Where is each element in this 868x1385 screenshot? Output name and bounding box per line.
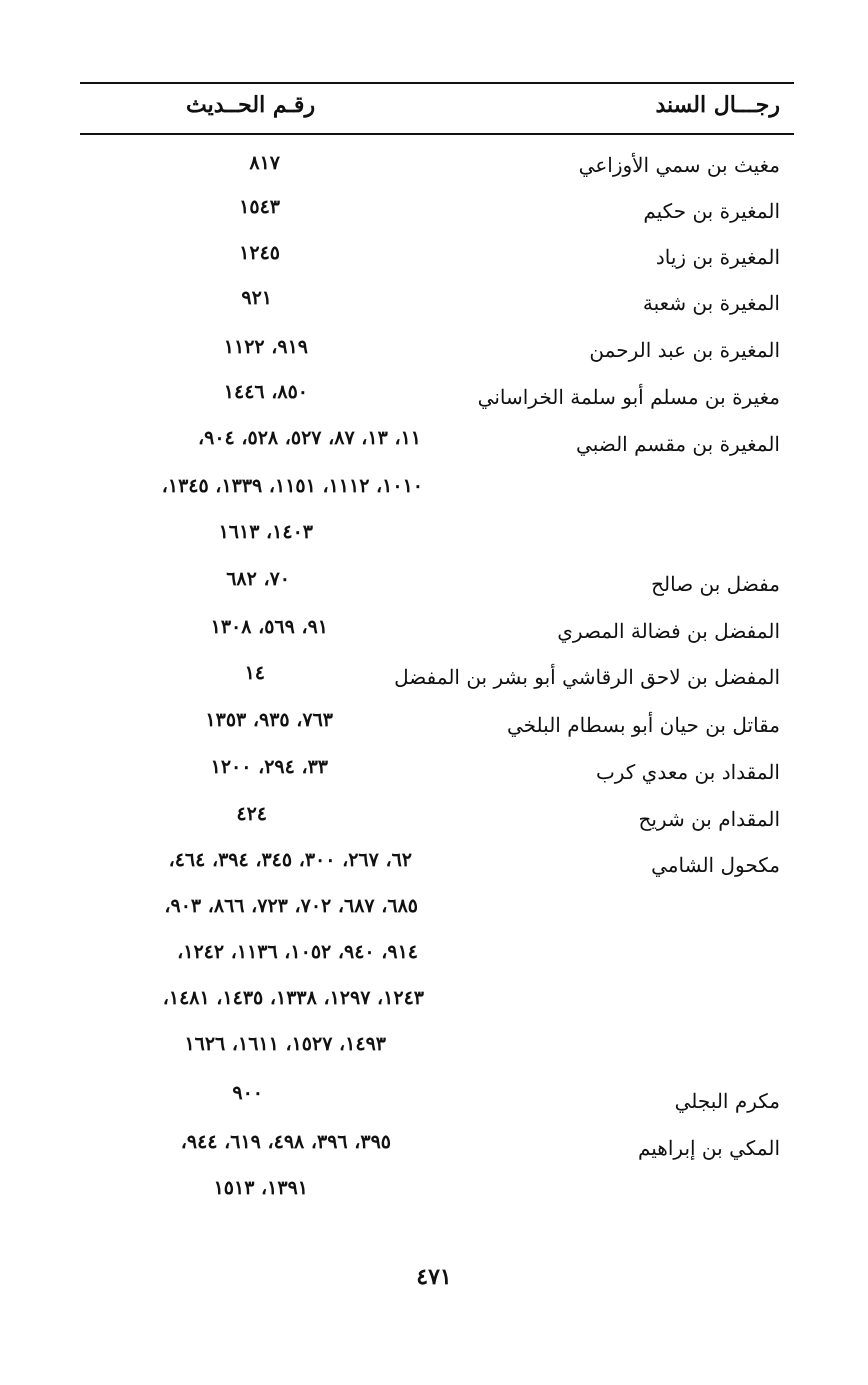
narrator-name: المغيرة بن عبد الرحمن: [589, 338, 780, 362]
hadith-numbers: ٤٢٤: [236, 803, 267, 825]
hadith-numbers: ٧٦٣، ٩٣٥، ١٣٥٣: [205, 709, 333, 731]
hadith-numbers-continued: ١٣٩١، ١٥١٣: [213, 1177, 308, 1199]
narrator-name: المقداد بن معدي كرب: [595, 760, 780, 784]
narrator-name: مفضل بن صالح: [651, 572, 780, 596]
hadith-numbers: ٩٠٠: [232, 1082, 263, 1104]
narrator-name: المغيرة بن زياد: [655, 245, 780, 269]
hadith-numbers: ٩٢١: [241, 287, 272, 309]
page-number: ٤٧١: [416, 1264, 452, 1290]
narrator-name: مغيرة بن مسلم أبو سلمة الخراساني: [477, 385, 780, 409]
hadith-number-column-header: رقـم الحــديث: [186, 92, 316, 118]
hadith-numbers: ١٥٤٣: [239, 196, 280, 218]
hadith-numbers-continued: ١٤٩٣، ١٥٢٧، ١٦١١، ١٦٢٦: [184, 1033, 386, 1055]
narrator-name: المقدام بن شريح: [638, 807, 780, 831]
hadith-numbers: ٨١٧: [249, 152, 280, 174]
narrator-name: المغيرة بن مقسم الضبي: [576, 432, 780, 456]
hadith-numbers: ١٢٤٥: [239, 242, 280, 264]
hadith-numbers-continued: ١٤٠٣، ١٦١٣: [218, 521, 313, 543]
hadith-numbers: ٣٩٥، ٣٩٦، ٤٩٨، ٦١٩، ٩٤٤،: [180, 1131, 391, 1153]
narrator-name: المغيرة بن شعبة: [642, 291, 780, 315]
narrator-name: المفضل بن لاحق الرقاشي أبو بشر بن المفضل: [394, 665, 780, 689]
hadith-numbers: ١٤: [244, 662, 265, 684]
narrator-name: المفضل بن فضالة المصري: [557, 619, 780, 643]
hadith-numbers: ٧٠، ٦٨٢: [226, 568, 290, 590]
hadith-numbers: ٩١٩، ١١٢٢: [223, 336, 308, 358]
hadith-numbers-continued: ٩١٤، ٩٤٠، ١٠٥٢، ١١٣٦، ١٢٤٢،: [177, 941, 418, 963]
hadith-numbers-continued: ٦٨٥، ٦٨٧، ٧٠٢، ٧٢٣، ٨٦٦، ٩٠٣،: [164, 895, 418, 917]
narrator-name: المكي بن إبراهيم: [637, 1136, 780, 1160]
hadith-numbers-continued: ١٠١٠، ١١١٢، ١١٥١، ١٣٣٩، ١٣٤٥،: [161, 475, 423, 497]
narrator-name: مكحول الشامي: [651, 853, 780, 877]
header-bottom-rule: [80, 133, 794, 135]
hadith-numbers: ٦٢، ٢٦٧، ٣٠٠، ٣٤٥، ٣٩٤، ٤٦٤،: [168, 849, 412, 871]
hadith-numbers: ٣٣، ٢٩٤، ١٢٠٠: [210, 756, 328, 778]
hadith-numbers: ١١، ١٣، ٨٧، ٥٢٧، ٥٢٨، ٩٠٤،: [197, 427, 421, 449]
narrator-name: المغيرة بن حكيم: [643, 199, 780, 223]
hadith-numbers: ٩١، ٥٦٩، ١٣٠٨: [210, 616, 328, 638]
narrators-column-header: رجـــال السند: [655, 92, 780, 118]
hadith-numbers: ٨٥٠، ١٤٤٦: [223, 381, 308, 403]
narrator-name: مكرم البجلي: [674, 1089, 780, 1113]
header-top-rule: [80, 82, 794, 84]
narrator-name: مغيث بن سمي الأوزاعي: [578, 153, 780, 177]
narrator-name: مقاتل بن حيان أبو بسطام البلخي: [506, 713, 780, 737]
hadith-numbers-continued: ١٢٤٣، ١٢٩٧، ١٣٣٨، ١٤٣٥، ١٤٨١،: [162, 987, 424, 1009]
